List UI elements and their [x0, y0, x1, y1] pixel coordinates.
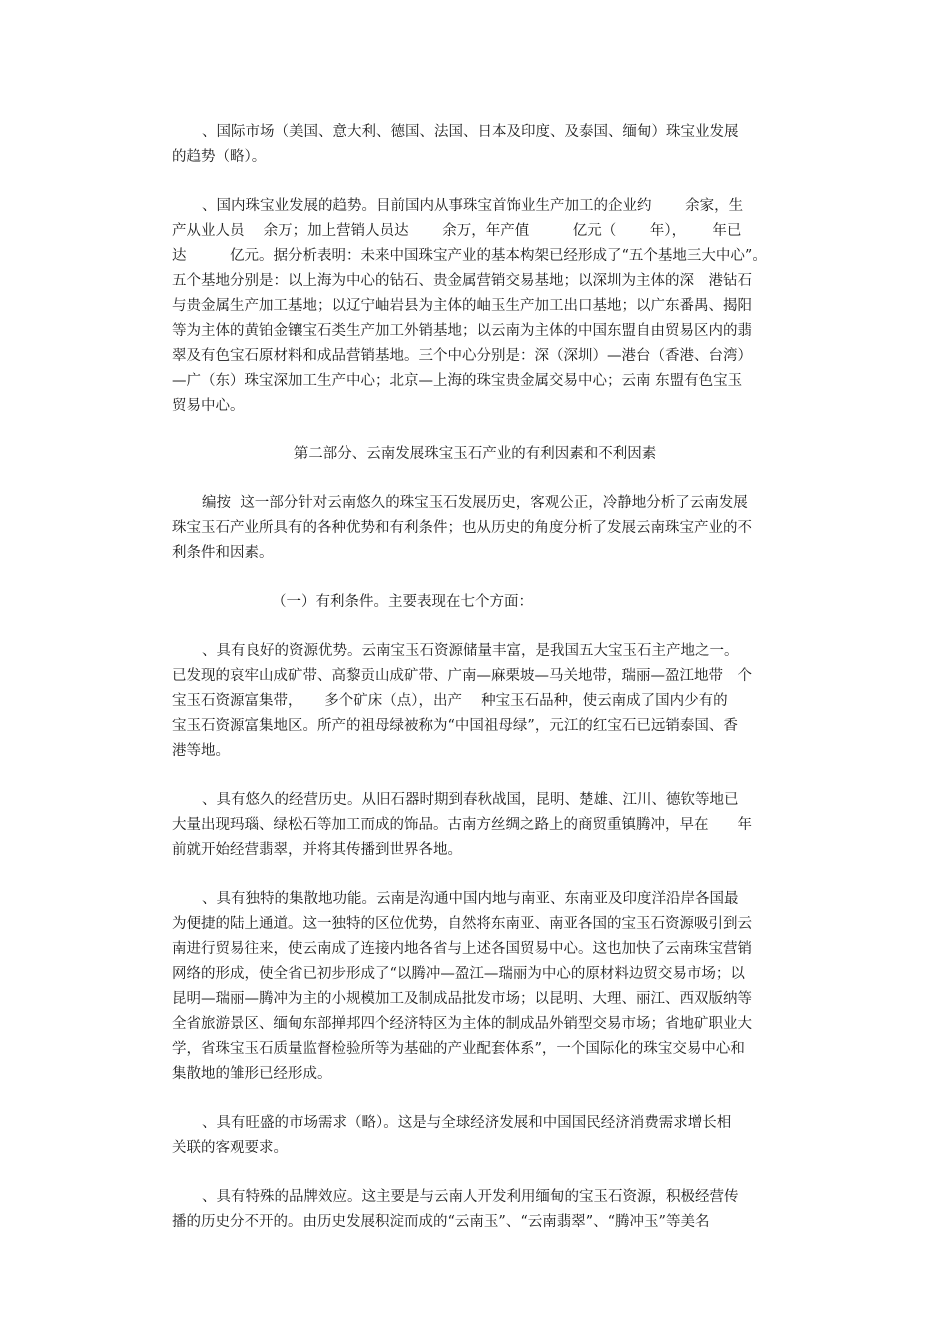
text-line: 产从业人员 余万；加上营销人员达 余万，年产值 亿元（ 年）， 年已: [172, 223, 742, 239]
text-line: 大量出现玛瑙、绿松石等加工而成的饰品。古南方丝绸之路上的商贸重镇腾冲，早在 年: [172, 817, 752, 833]
text-line: 五个基地分别是：以上海为中心的钻石、贵金属营销交易基地；以深圳为主体的深 港钻石: [172, 273, 752, 289]
text-line: 为便捷的陆上通道。这一独特的区位优势，自然将东南亚、南亚各国的宝玉石资源吸引到云: [172, 916, 752, 932]
text-line: 编按 这一部分针对云南悠久的珠宝玉石发展历史，客观公正，冷静地分析了云南发展: [202, 495, 748, 511]
text-line: 等为主体的黄铂金镶宝石类生产加工外销基地；以云南为主体的中国东盟自由贸易区内的翡: [172, 323, 752, 339]
text-line: 、具有良好的资源优势。云南宝玉石资源储量丰富，是我国五大宝玉石主产地之一。: [202, 643, 739, 659]
text-line: —广（东）珠宝深加工生产中心；北京—上海的珠宝贵金属交易中心；云南 东盟有色宝玉: [172, 373, 743, 389]
text-line: 集散地的雏形已经形成。: [172, 1066, 332, 1082]
text-line: 前就开始经营翡翠，并将其传播到世界各地。: [172, 842, 462, 858]
text-line: 贸易中心。: [172, 398, 245, 414]
text-line: 、国际市场（美国、意大利、德国、法国、日本及印度、及泰国、缅甸）珠宝业发展: [202, 124, 739, 140]
text-line: 翠及有色宝石原材料和成品营销基地。三个中心分别是：深（深圳）—港台（香港、台湾）: [172, 348, 752, 364]
section-heading: 第二部分、云南发展珠宝玉石产业的有利因素和不利因素: [293, 446, 657, 462]
text-line: 昆明—瑞丽—腾冲为主的小规模加工及制成品批发市场；以昆明、大理、丽江、西双版纳等: [172, 991, 752, 1007]
text-line: 宝玉石资源富集带， 多个矿床（点），出产 种宝玉石品种，使云南成了国内少有的: [172, 693, 728, 709]
text-line: 全省旅游景区、缅甸东部掸邦四个经济特区为主体的制成品外销型交易市场；省地矿职业大: [172, 1016, 752, 1032]
text-line: 、具有特殊的品牌效应。这主要是与云南人开发利用缅甸的宝玉石资源，积极经营传: [202, 1189, 739, 1205]
text-line: 、具有悠久的经营历史。从旧石器时期到春秋战国，昆明、楚雄、江川、德钦等地已: [202, 792, 739, 808]
text-line: 、国内珠宝业发展的趋势。目前国内从事珠宝首饰业生产加工的企业约 余家，生: [202, 198, 744, 214]
text-line: 与贵金属生产加工基地；以辽宁岫岩县为主体的岫玉生产加工出口基地；以广东番禺、揭阳: [172, 298, 752, 314]
text-line: 播的历史分不开的。由历史发展积淀而成的“云南玉”、“云南翡翠”、“腾冲玉”等美名: [172, 1214, 710, 1230]
text-line: 利条件和因素。: [172, 545, 274, 561]
text-line: 达 亿元。据分析表明：未来中国珠宝产业的基本构架已经形成了“五个基地三大中心”。: [172, 248, 767, 264]
text-line: 、具有旺盛的市场需求（略）。这是与全球经济发展和中国国民经济消费需求增长相: [202, 1115, 732, 1131]
text-line: 南进行贸易往来，使云南成了连接内地各省与上述各国贸易中心。这也加快了云南珠宝营销: [172, 941, 752, 957]
text-line: 、具有独特的集散地功能。云南是沟通中国内地与南亚、东南亚及印度洋沿岸各国最: [202, 891, 739, 907]
text-line: 宝玉石资源富集地区。所产的祖母绿被称为“中国祖母绿”，元江的红宝石已远销泰国、香: [172, 718, 738, 734]
text-line: 港等地。: [172, 743, 230, 759]
text-line: 网络的形成，使全省已初步形成了“以腾冲—盈江—瑞丽为中心的原材料边贸交易市场；以: [172, 966, 745, 982]
text-line: 已发现的哀牢山成矿带、高黎贡山成矿带、广南—麻栗坡—马关地带，瑞丽—盈江地带 个: [172, 668, 752, 684]
text-line: 关联的客观要求。: [172, 1140, 288, 1156]
text-line: 的趋势（略）。: [172, 149, 267, 165]
text-line: 学，省珠宝玉石质量监督检验所等为基础的产业配套体系”，一个国际化的珠宝交易中心和: [172, 1041, 745, 1057]
subsection-heading: （一）有利条件。主要表现在七个方面：: [272, 594, 533, 610]
text-line: 珠宝玉石产业所具有的各种优势和有利条件；也从历史的角度分析了发展云南珠宝产业的不: [172, 520, 752, 536]
